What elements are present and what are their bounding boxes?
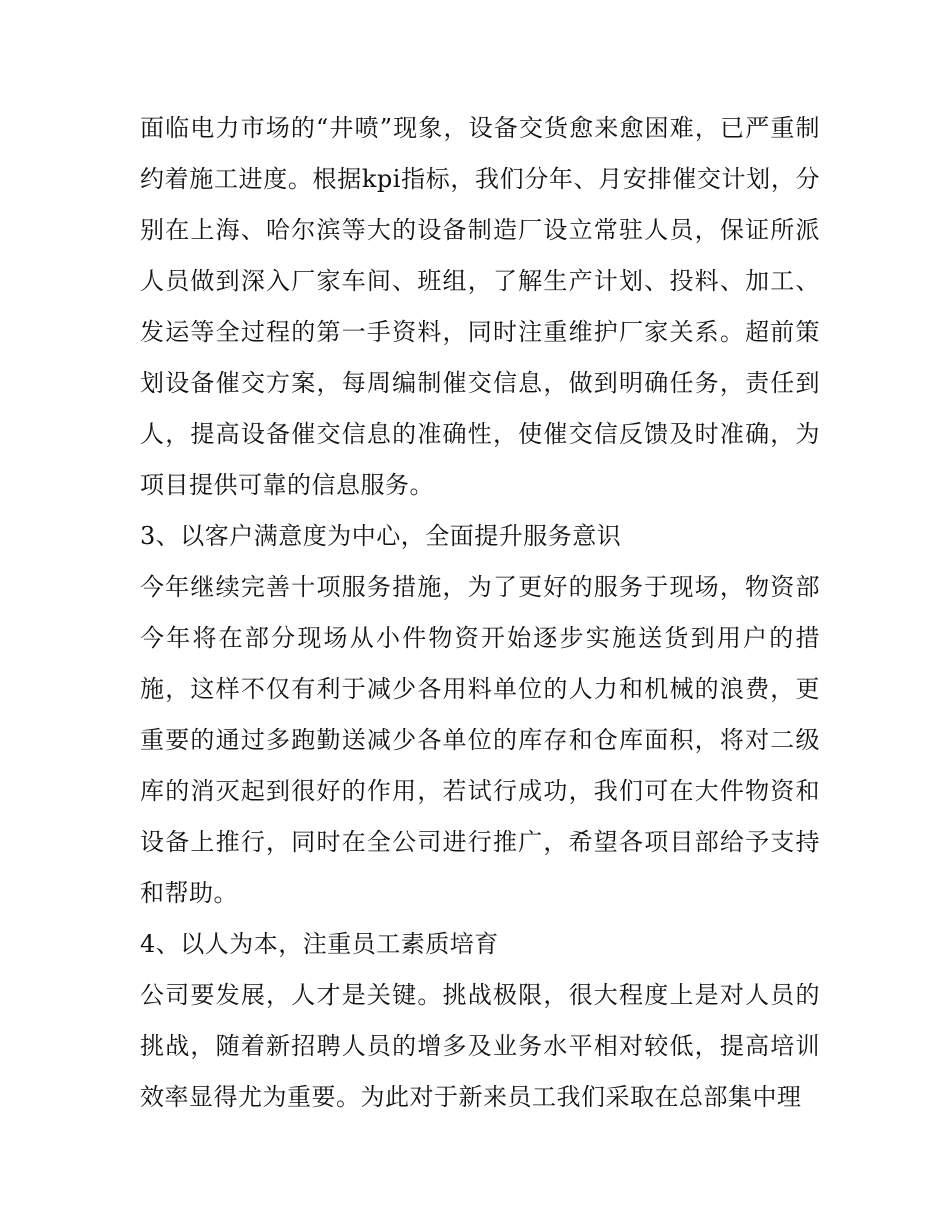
section-heading-4: 4、以人为本，注重员工素质培育 [140, 930, 499, 958]
section-heading-3: 3、以客户满意度为中心，全面提升服务意识 [140, 522, 622, 550]
paragraph-service-measures: 今年继续完善十项服务措施，为了更好的服务于现场，物资部今年将在部分现场从小件物资开始逐步实施送货到用户的措施，这样不仅有利于减少各用料单位的人力和机械的浪费，更重要的通过多跑勤送减少各单位的库存和仓库面积，将对二级库的消灭起到很好的作用，若试行成功，我们可在大件物资和设备上推行，同时在全公司进行推广，希望各项目部给予支持和帮助。 [140, 573, 820, 907]
paragraph-staff-training: 公司要发展，人才是关键。挑战极限，很大程度上是对人员的挑战，随着新招聘人员的增多及业务水平相对较低，提高培训效率显得尤为重要。为此对于新来员工我们采取在总部集中理 [140, 981, 820, 1111]
paragraph-equipment-expediting: 面临电力市场的“井喷”现象，设备交货愈来愈困难，已严重制约着施工进度。根据kpi指标，我们分年、月安排催交计划，分别在上海、哈尔滨等大的设备制造厂设立常驻人员，保证所派人员做到深入厂家车间、班组，了解生产计划、投料、加工、发运等全过程的第一手资料，同时注重维护厂家关系。超前策划设备催交方案，每周编制催交信息，做到明确任务，责任到人，提高设备催交信息的准确性，使催交信反馈及时准确，为项目提供可靠的信息服务。 [140, 114, 820, 499]
document-body [140, 103, 820, 1123]
